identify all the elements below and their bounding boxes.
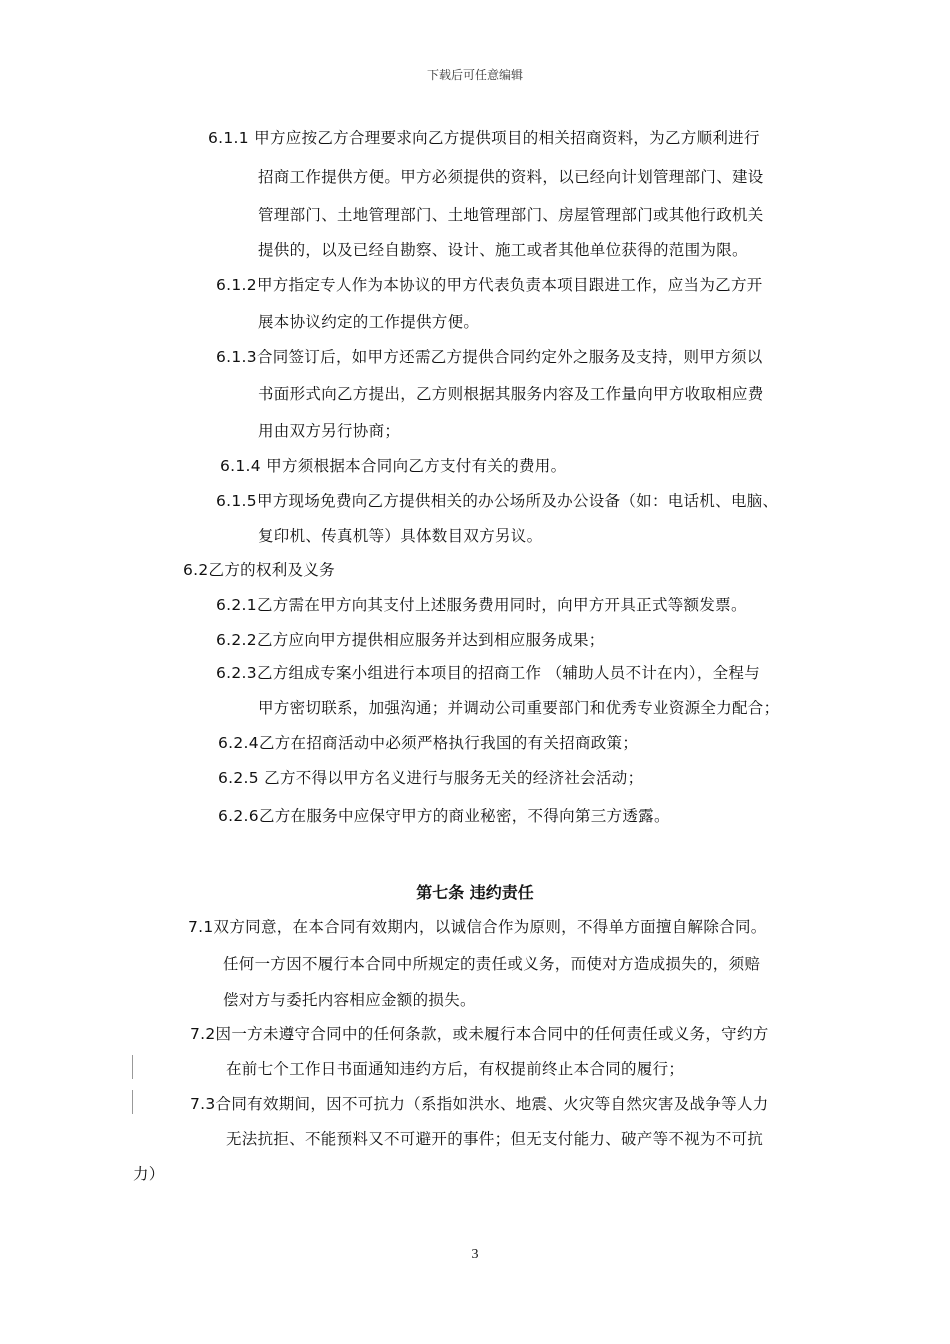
paragraph-line: 6.2.5 乙方不得以甲方名义进行与服务无关的经济社会活动； [218, 769, 644, 787]
paragraph-line: 偿对方与委托内容相应金额的损失。 [223, 991, 476, 1009]
paragraph-line: 7.3合同有效期间，因不可抗力（系指如洪水、地震、火灾等自然灾害及战争等人力 [190, 1095, 769, 1113]
revision-bar [132, 1055, 133, 1079]
section-heading: 6.2乙方的权利及义务 [183, 561, 335, 579]
paragraph-line: 管理部门、土地管理部门、土地管理部门、房屋管理部门或其他行政机关 [258, 206, 764, 224]
paragraph-line: 6.2.2乙方应向甲方提供相应服务并达到相应服务成果； [216, 631, 605, 649]
paragraph-line: 7.2因一方未遵守合同中的任何条款，或未履行本合同中的任何责任或义务，守约方 [190, 1025, 769, 1043]
paragraph-line: 6.1.5甲方现场免费向乙方提供相关的办公场所及办公设备（如：电话机、电脑、 [216, 492, 779, 510]
paragraph-line: 在前七个工作日书面通知违约方后，有权提前终止本合同的履行； [226, 1060, 685, 1078]
paragraph-line: 6.2.4乙方在招商活动中必须严格执行我国的有关招商政策； [218, 734, 639, 752]
paragraph-line: 复印机、传真机等）具体数目双方另议。 [258, 527, 543, 545]
paragraph-line: 展本协议约定的工作提供方便。 [258, 313, 480, 331]
paragraph-line: 任何一方因不履行本合同中所规定的责任或义务，而使对方造成损失的，须赔 [223, 955, 761, 973]
article-title: 第七条 违约责任 [416, 883, 534, 902]
paragraph-line: 6.1.4 甲方须根据本合同向乙方支付有关的费用。 [220, 457, 567, 475]
paragraph-line: 提供的，以及已经自勘察、设计、施工或者其他单位获得的范围为限。 [258, 241, 748, 259]
paragraph-line: 甲方密切联系，加强沟通；并调动公司重要部门和优秀专业资源全力配合； [258, 699, 780, 717]
paragraph-line: 书面形式向乙方提出，乙方则根据其服务内容及工作量向甲方收取相应费 [258, 385, 764, 403]
paragraph-line: 7.1双方同意，在本合同有效期内，以诚信合作为原则，不得单方面擅自解除合同。 [188, 918, 767, 936]
paragraph-line: 6.2.1乙方需在甲方向其支付上述服务费用同时，向甲方开具正式等额发票。 [216, 596, 747, 614]
paragraph-line: 用由双方另行协商； [258, 422, 401, 440]
paragraph-line: 6.2.3乙方组成专案小组进行本项目的招商工作 （辅助人员不计在内），全程与 [216, 664, 761, 682]
paragraph-line: 无法抗拒、不能预料又不可避开的事件；但无支付能力、破产等不视为不可抗 [226, 1130, 764, 1148]
paragraph-line: 招商工作提供方便。甲方必须提供的资料，以已经向计划管理部门、建设 [258, 168, 764, 186]
revision-bar [132, 1090, 133, 1114]
paragraph-line: 6.2.6乙方在服务中应保守甲方的商业秘密，不得向第三方透露。 [218, 807, 670, 825]
paragraph-line: 6.1.3合同签订后，如甲方还需乙方提供合同约定外之服务及支持，则甲方须以 [216, 348, 763, 366]
page-header: 下载后可任意编辑 [426, 68, 523, 82]
paragraph-line: 6.1.2甲方指定专人作为本协议的甲方代表负责本项目跟进工作，应当为乙方开 [216, 276, 763, 294]
page-number: 3 [471, 1247, 479, 1262]
paragraph-line: 力） [133, 1165, 165, 1183]
paragraph-line: 6.1.1 甲方应按乙方合理要求向乙方提供项目的相关招商资料，为乙方顺利进行 [208, 129, 760, 147]
